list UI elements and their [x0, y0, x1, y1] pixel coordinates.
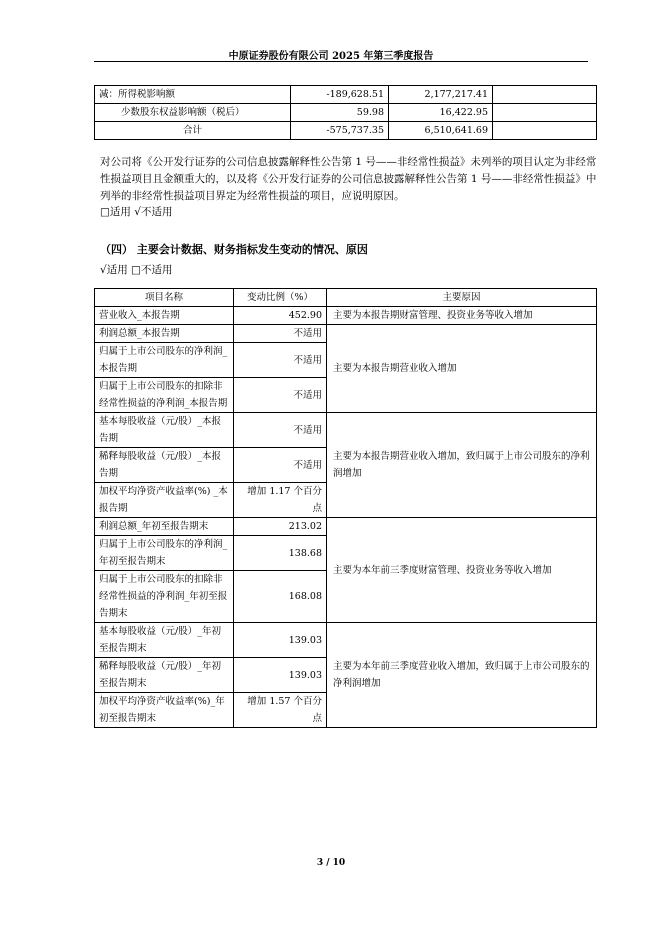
- change-ratio: 139.03: [234, 658, 327, 693]
- cell-value: [493, 122, 597, 140]
- item-name: 稀释每股收益（元/股）_本报告期: [95, 448, 234, 483]
- change-ratio: 增加 1.17 个百分点: [234, 483, 327, 518]
- cell-value: 59.98: [291, 104, 389, 122]
- row-label: 减：所得税影响额: [95, 86, 291, 104]
- table-row: [95, 86, 597, 104]
- change-ratio: 不适用: [234, 378, 327, 413]
- change-ratio: 不适用: [234, 413, 327, 448]
- page-number: 3 / 10: [316, 858, 346, 868]
- column-header: 变动比例（%）: [234, 289, 327, 307]
- column-header: 主要原因: [327, 289, 597, 307]
- table-row: [95, 307, 597, 325]
- change-ratio: 452.90: [234, 307, 327, 325]
- table-header-row: [95, 289, 597, 307]
- change-ratio: 增加 1.57 个百分点: [234, 693, 327, 728]
- row-label: 少数股东权益影响额（税后）: [95, 104, 291, 122]
- item-name: 基本每股收益（元/股）_本报告期: [95, 413, 234, 448]
- change-reasons-table: [94, 288, 597, 728]
- table-row: [95, 325, 597, 343]
- item-name: 归属于上市公司股东的扣除非经常性损益的净利润_本报告期: [95, 378, 234, 413]
- item-name: 利润总额_本报告期: [95, 325, 234, 343]
- cell-value: 16,422.95: [389, 104, 493, 122]
- applicability-checkbox: √适用 □不适用: [100, 264, 173, 276]
- cell-value: [493, 86, 597, 104]
- change-ratio: 不适用: [234, 325, 327, 343]
- table-row: [95, 122, 597, 140]
- cell-value: -575,737.35: [291, 122, 389, 140]
- item-name: 利润总额_年初至报告期末: [95, 518, 234, 536]
- change-ratio: 不适用: [234, 343, 327, 378]
- item-name: 归属于上市公司股东的扣除非经常性损益的净利润_年初至报告期末: [95, 571, 234, 623]
- non-recurring-items-table: [94, 85, 597, 140]
- cell-value: 6,510,641.69: [389, 122, 493, 140]
- change-ratio: 168.08: [234, 571, 327, 623]
- cell-value: [493, 104, 597, 122]
- change-ratio: 139.03: [234, 623, 327, 658]
- change-ratio: 不适用: [234, 448, 327, 483]
- item-name: 加权平均净资产收益率(%) _本报告期: [95, 483, 234, 518]
- change-ratio: 213.02: [234, 518, 327, 536]
- table-row: [95, 623, 597, 658]
- reason-cell: 主要为本年前三季度营业收入增加，致归属于上市公司股东的净利润增加: [327, 623, 597, 728]
- item-name: 稀释每股收益（元/股）_年初至报告期末: [95, 658, 234, 693]
- page-header: 中原证券股份有限公司 2025 年第三季度报告: [228, 51, 434, 62]
- change-ratio: 138.68: [234, 536, 327, 571]
- cell-value: -189,628.51: [291, 86, 389, 104]
- reason-cell: 主要为本报告期营业收入增加，致归属于上市公司股东的净利润增加: [327, 413, 597, 518]
- table-row: [95, 104, 597, 122]
- item-name: 归属于上市公司股东的净利润_年初至报告期末: [95, 536, 234, 571]
- row-label: 合计: [95, 122, 291, 140]
- reason-cell: 主要为本报告期营业收入增加: [327, 325, 597, 413]
- item-name: 营业收入_本报告期: [95, 307, 234, 325]
- explanation-paragraph: 对公司将《公开发行证券的公司信息披露解释性公告第 1 号——非经常性损益》未列举的项目认定为非经常性损益项目且金额重大的，以及将《公开发行证券的公司信息披露解释性公告第 1 号——非经常性损益》中列举的非经常性损益项目界定为经常性损益的项目，应说明原因。: [100, 156, 597, 202]
- table-row: [95, 518, 597, 536]
- section-title: （四） 主要会计数据、财务指标发生变动的情况、原因: [100, 243, 368, 256]
- item-name: 归属于上市公司股东的净利润_本报告期: [95, 343, 234, 378]
- column-header: 项目名称: [95, 289, 234, 307]
- item-name: 基本每股收益（元/股）_年初至报告期末: [95, 623, 234, 658]
- reason-cell: 主要为本年前三季度财富管理、投资业务等收入增加: [327, 518, 597, 623]
- table-row: [95, 413, 597, 448]
- reason-cell: 主要为本报告期财富管理、投资业务等收入增加: [327, 307, 597, 325]
- applicability-checkbox: □适用 √不适用: [100, 206, 173, 218]
- cell-value: 2,177,217.41: [389, 86, 493, 104]
- header-divider: [94, 61, 588, 62]
- item-name: 加权平均净资产收益率(%)_年初至报告期末: [95, 693, 234, 728]
